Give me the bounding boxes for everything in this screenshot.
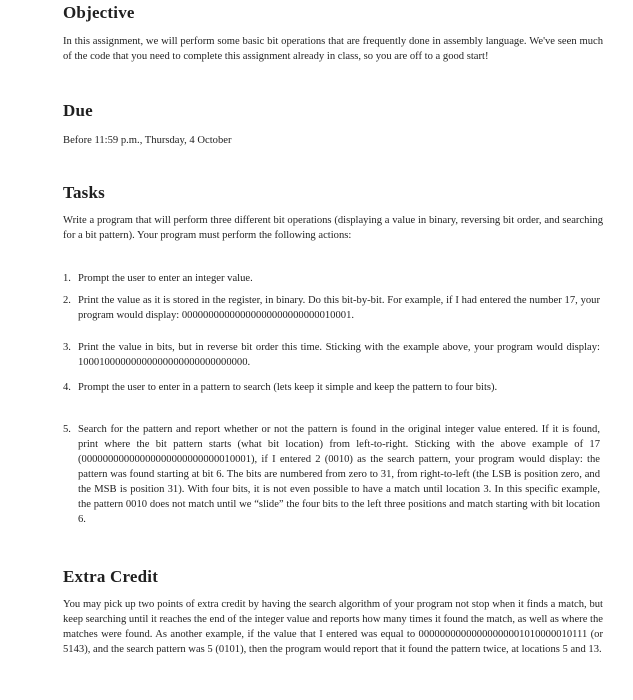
list-item-number: 2.	[63, 295, 71, 306]
list-item	[63, 380, 600, 395]
list-item	[63, 271, 600, 286]
list-item	[63, 422, 600, 527]
list-item	[63, 293, 600, 323]
due-body: Before 11:59 p.m., Thursday, 4 October	[63, 135, 232, 146]
list-item-text: Prompt the user to enter in a pattern to search (lets keep it simple and keep the pattern to four bits).	[78, 382, 498, 393]
list-item	[63, 340, 600, 370]
objective-body: In this assignment, we will perform some basic bit operations that are frequently done in assembly language. We've seen much of the code that you need to complete this assignment already in class, so you are off to a good start!	[63, 36, 603, 62]
tasks-heading: Tasks	[63, 183, 105, 202]
list-item-text: Prompt the user to enter an integer value.	[78, 273, 253, 284]
extra-credit-body: You may pick up two points of extra credit by having the search algorithm of your program not stop when it finds a match, but keep searching until it reaches the end of the integer value and reports how many times it found the match, as well as where the matches were found. As another example, if the value that I entered was equal to 00000000000000000001010000010111 (or 5143), and the search pattern was 5 (0101), then the program would report that it found the pattern twice, at locations 5 and 13.	[63, 599, 603, 655]
list-item-number: 1.	[63, 273, 71, 284]
list-item-text: Print the value in bits, but in reverse bit order this time. Sticking with the example above, your program would display: 10001000000000000000000000000000.	[78, 342, 600, 368]
objective-heading: Objective	[63, 3, 135, 22]
extra-credit-heading: Extra Credit	[63, 567, 159, 586]
list-item-number: 3.	[63, 342, 71, 353]
list-item-number: 4.	[63, 382, 71, 393]
list-item-number: 5.	[63, 424, 71, 435]
tasks-intro: Write a program that will perform three different bit operations (displaying a value in binary, reversing bit order, and searching for a bit pattern). Your program must perform the following actions:	[63, 215, 603, 241]
list-item-text: Search for the pattern and report whether or not the pattern is found in the original integer value entered. If it is found, print where the bit pattern starts (what bit location) from left-to-right. Sticking with the above example of 17 (00000000000000000000000000010001), if I entered 2 (0010) as the search pattern, your program would display: the pattern was found starting at bit 6. The bits are numbered from zero to 31, from right-to-left (the LSB is position zero, and the MSB is position 31). With four bits, it is not even possible to have a match until location 3. In this specific example, the pattern 0010 does not match until we “slide” the four bits to the left three positions and match starting with bit location 6.	[78, 424, 600, 525]
due-heading: Due	[63, 101, 93, 120]
list-item-text: Print the value as it is stored in the register, in binary. Do this bit-by-bit. For example, if I had entered the number 17, your program would display: 00000000000000000000000000010001.	[78, 295, 600, 321]
